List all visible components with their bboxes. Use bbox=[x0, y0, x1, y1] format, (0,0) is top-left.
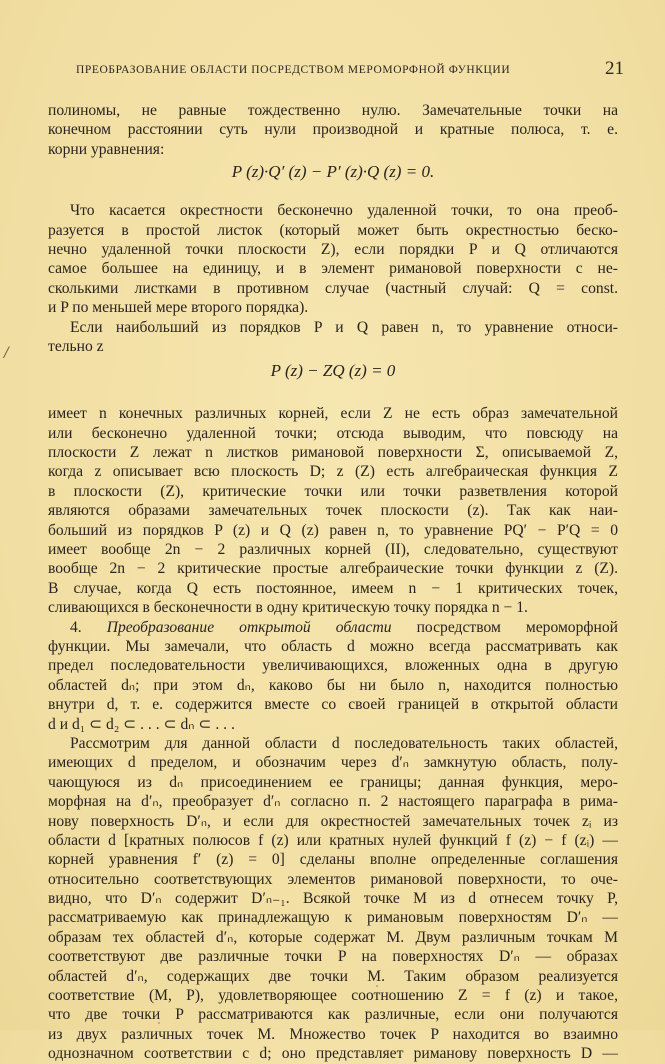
text-line: областей dₙ; при этом dₙ, каково бы ни было n, находится полностью bbox=[48, 676, 618, 694]
text-line: d и d₁ ⊂ d₂ ⊂ . . . ⊂ dₙ ⊂ . . . bbox=[48, 715, 235, 733]
text-line: тельно z bbox=[48, 337, 104, 355]
text-line: вообще 2n − 2 критические простые алгебраические точки функции z (Z). bbox=[48, 560, 618, 578]
text-line: нову поверхность D′ₙ, и если для окрестностей замечательных точек zᵢ из bbox=[48, 812, 618, 830]
text-line: сливающихся в бесконечности в одну критическую точку порядка n − 1. bbox=[48, 599, 528, 617]
text-line: областей d′ₙ, содержащих две точки M. Таким образом реализуется bbox=[48, 967, 618, 985]
paragraph-3 bbox=[48, 318, 618, 383]
text-line: рассматриваемую как принадлежащую к римановым поверхностям D′ₙ — bbox=[48, 909, 618, 927]
text-line: и P по меньшей мере второго порядка). bbox=[48, 299, 309, 317]
text-line: имеет вообще 2n − 2 различных корней (II), следовательно, существуют bbox=[48, 541, 618, 559]
text-line: плоскости Z лежат n листков римановой поверхности Σ, описываемой Z, bbox=[48, 444, 618, 462]
text-line: морфная на d′ₙ, преобразует d′ₙ согласно п. 2 настоящего параграфа в рима- bbox=[48, 793, 618, 811]
text-line: Рассмотрим для данной области d последовательность таких областей, bbox=[70, 734, 618, 752]
text-line: Если наибольший из порядков P и Q равен n, то уравнение относи- bbox=[70, 318, 618, 336]
text-line: полиномы, не равные тождественно нулю. Замечательные точки на bbox=[48, 102, 618, 119]
text-line: что две точки P рассматриваются как различные, если они получаются bbox=[48, 1006, 618, 1024]
text-line: нечно удаленной точки плоскости Z), если порядки P и Q отличаются bbox=[48, 240, 618, 258]
text-line: области d [кратных полюсов f (z) или кратных нулей функций f (z) − f (zᵢ) — bbox=[48, 831, 618, 849]
text-line: являются образами замечательных точек плоскости (z). Так как наи- bbox=[48, 502, 618, 520]
running-head bbox=[76, 58, 624, 80]
paragraph-5 bbox=[48, 734, 618, 1064]
section-heading-line bbox=[48, 618, 618, 637]
text-line: однозначном соответствии с d; оно представляет риманову поверхность D — bbox=[48, 1045, 618, 1063]
section-number: 4. bbox=[70, 618, 82, 636]
paragraph-4 bbox=[48, 404, 618, 617]
text-line: предел последовательности увеличивающихся, вложенных одна в другую bbox=[48, 657, 618, 675]
text-line: больший из порядков P (z) и Q (z) равен n, то уравнение PQ′ − P′Q = 0 bbox=[48, 521, 618, 539]
text-fragment: посредством мероморфной bbox=[416, 618, 618, 636]
text-line: сколькими листками в противном случае (частный случай: Q = const. bbox=[48, 279, 618, 297]
text-line: образам тех областей d′ₙ, которые содержат M. Двум различным точкам M bbox=[48, 928, 618, 946]
text-line: или бесконечно удаленной точки; отсюда выводим, что повсюду на bbox=[48, 424, 618, 442]
text-line: внутри d, т. е. содержится вместе со своей границей в открытой области bbox=[48, 696, 618, 714]
running-title: ПРЕОБРАЗОВАНИЕ ОБЛАСТИ ПОСРЕДСТВОМ МЕРОМОРФНОЙ ФУНКЦИИ bbox=[76, 64, 511, 76]
text-line: когда z описывает всю плоскость D; z (Z) есть алгебраическая функция Z bbox=[48, 463, 618, 481]
body-text bbox=[48, 101, 618, 1064]
paragraph-1 bbox=[48, 101, 618, 183]
text-line: в плоскости (Z), критические точки или точки разветвления которой bbox=[48, 482, 618, 500]
text-line: самое большее на единицу, и в элемент римановой поверхности с не- bbox=[48, 260, 618, 278]
equation-inverse: P (z) − ZQ (z) = 0 bbox=[270, 361, 396, 381]
text-line: соответствуют две различные точки P на поверхностях D′ₙ — образах bbox=[48, 948, 618, 966]
text-line: имеет n конечных различных корней, если Z не есть образ замечательной bbox=[48, 405, 618, 423]
text-line: корни уравнения: bbox=[48, 140, 165, 158]
text-line: соответствие (M, P), удовлетворяющее соотношению Z = f (z) и такое, bbox=[48, 987, 618, 1005]
text-line: видно, что D′ₙ содержит D′ₙ₋₁. Всякой точке M из d отнесем точку P, bbox=[48, 890, 618, 908]
text-line: из двух различных точек M. Множество точек P находится во взаимно bbox=[48, 1025, 618, 1043]
section-4 bbox=[48, 618, 618, 734]
page-number: 21 bbox=[605, 58, 624, 79]
text-line: имеющих d пределом, и обозначим через d′ₙ замкнутую область, полу- bbox=[48, 754, 618, 772]
text-line: чающуюся из dₙ присоединением ее границы; данная функция, меро- bbox=[48, 773, 618, 791]
text-line: корней уравнения f′ (z) = 0] сделаны вполне определенные соглашения bbox=[48, 851, 618, 869]
margin-mark: / bbox=[4, 345, 9, 361]
section-title: Преобразование открытой области bbox=[106, 618, 392, 636]
text-line: функции. Мы замечали, что область d можно всегда рассматривать как bbox=[48, 637, 618, 655]
text-line: В случае, когда Q есть постоянное, имеем n − 1 критических точек, bbox=[48, 579, 618, 597]
paragraph-2 bbox=[48, 201, 618, 317]
text-line: разуется в простой листок (который может быть окрестностью беско- bbox=[48, 221, 618, 239]
text-line: Что касается окрестности бесконечно удаленной точки, то она преоб- bbox=[70, 202, 618, 220]
text-line: конечном расстоянии суть нули производной и кратные полюса, т. е. bbox=[48, 121, 618, 139]
equation-derivative-roots: P (z)·Q′ (z) − P′ (z)·Q (z) = 0. bbox=[231, 162, 435, 182]
text-line: относительно соответствующих элементов римановой поверхности, то оче- bbox=[48, 870, 618, 888]
